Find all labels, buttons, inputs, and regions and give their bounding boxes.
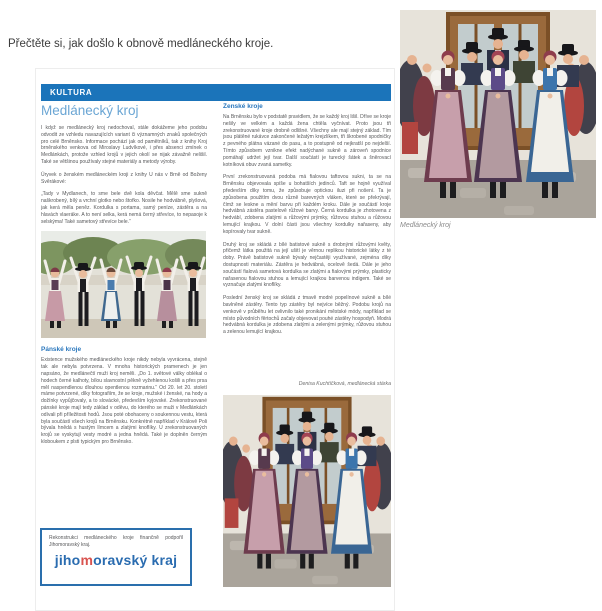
support-text: Rekonstrukci medláneckého kroje finančně podpořil Jihomoravský kraj. [49,535,183,548]
section-header-label: KULTURA [50,88,93,97]
paragraph: Poslední ženský kroj se skládá z tmavě modré popelínové sukně a bílé bavlněné zástěry. Tento typ zástěry byl nejvíce běžný. Podobu krojů na venkově v průběhu let ovlivnilo také pronikání městské módy, například se místo původních fěrtochů začaly objevovat pouhé zástěry hospodyň. Modrá hedvábná kordulka je zdobena zlatými a zelenými prýmky, růžovou stuhou a zelenou lemující krajkou. [223,295,391,336]
photo-group-waving [41,231,206,338]
document-page [35,68,395,611]
paragraph: Existence mužského medláneckého kroje nikdy nebyla vyvrácena, stejně tak ale nebyla potvrzena. V mnoha historických pramenech je jen napsáno, že medlánečtí muži kroj neměli. „Do 1. světové války oblékal o hodech černé kalhoty, bílou slavnostní pěkně vyžehlenou košili a přes prsa měl naspendlenou dlouhou opentlenou rozmarinu.“ Od 20. let 20. století máme potvrzené, díky fotografiím, že se kroje, mužské i ženské, na hody a dožínky vypůjčovaly, a to slovácké, především kyjovské. Zrekonstruované pánské kroje mají tedy základ v oděvu, do kterého se muži v Medlánkách odívali při příležitosti hodů. Jsou poté obohaceny o soukennou vestu, která byla součástí všech krojů na Brněnsku. Konkrétně například v Králově Poli bývala hnědá s hustým límcem a zlatými knoflíky. U zrekonstruovaných krojů se vyskytují vesty modré a jedna hnědá. Také je doplněn černým kloboukem z plsti typickým pro Brněnsko. [41,357,207,445]
article-title: Medlánecký kroj [41,103,139,118]
logo-text-part: jiho [54,551,81,568]
funding-support-box [40,528,192,586]
logo-text-part: m [80,551,94,568]
jihomoravsky-kraj-logo [49,552,183,568]
intro-text: Přečtěte si, jak došlo k obnově medláneckého kroje. [8,38,274,50]
paragraph: I když se medlánecký kroj nedochoval, stále dokážeme jeho podobu odvodit ze vzhledu navazujících variant či významných znaků společných pro celé Brněnsko. Informace pochází jak od pamětníků, tak z knihy Kroj brněnského venkova od Miroslavy Ludvíkové, i přes absenci zmínek o Medlánkách, protože vzhled krojů v jejich okolí se nijak závažně nelišil. Také se většinou používaly stejné materiály a metody výroby. [41,125,207,165]
paragraph: Druhý kroj se skládá z bílé batistové sukně s drobnými růžovými květy, přičemž látka použitá na její ušití je věrnou replikou historické látky z té doby. Právě batistové sukně bývaly nejčastěji využívané, zejména díky dostupnosti materiálu. Zástěra je hedvábná, ocelově šedá. Dále je jeho součástí fialová sametová kordulka se zlatými a fialovými prýmky, plasticky nařasenou fialovou stuhou a lemující krajkou barvenou indigem. Také se vyznačuje zlatými knoflíky. [223,241,391,289]
photo-caption-medlanecky-kroj: Medlánecký kroj [400,222,451,229]
photo-group-costumes [223,395,391,587]
section-header-bar [41,84,391,101]
panske-kroje-heading: Pánské kroje [41,346,82,354]
zenske-kroje-heading: Ženské kroje [223,103,263,110]
photo-medlanecky-kroj [400,10,596,218]
quote-paragraph: „Tady v Mydlanech, to sme bele dvě kola děvčat. Mělě sme sukně naškrobený, bílý a vrchní glotko nebo štofko. Nosile he hodvábně, plyšová, jak kerá měla peněz. Kordulka s portama, samý peníze, zástěra a na hlavách vlaeráke. A to není selka, kerá nemá černý střevíce, to nepasoje k selskýma! Také sametový střevíce bele.“ [41,191,207,225]
paragraph: První zrekonstruovaná podoba má fialovou taftovou sukni, ta se na Brněnsku objevovala spíše u bohatších jedinců. Taft se hojně využíval především díky tomu, že způsobuje optickou iluzi při nošení. Ta je způsobena použitím dvou různě barevných vláken, které se překrývají, čímž se leskne a mění barvu při každém kroku. Dále je součástí kroje hedvábná zástěra pastelově růžové barvy. Černá kordulka je zhotovena z hedvábí, zdobena zlatými a růžovými prýmky, růžovou stuhou a růžovou lemující krajkou. V dolní části jsou všechny kordulky nařaseny, aby kopírovaly tvar sukně. [223,174,391,235]
paragraph: Na Brněnsku bylo v podstatě pravidlem, že se každý kroj lišil. Dříve se kroje nešily ve velkém a každá žena chtěla vyčnívat. Proto jsou tři zrekonstruované kroje drobně odlišné. Všechny ale mají stejný základ. Tím jsou plátěné rukávce zakončené ležatým krejzlíkem, tři škrobené spodničky z pevného plátna vázané do pasu, a to postupně od nejkratší po nejdelší. Tímto způsobem vznikne efekt nadýchané sukně a zároveň spodnice pomáhají udržet její tvar. Další součástí je turecký šátek a šněrovací kotníková obuv zvaná sametky. [223,114,391,168]
paragraph: Úryvek o ženském medláneckém kroji z knihy U nás v Brně od Boženy Svěrákové: [41,171,207,185]
photo-caption-stárka: Denisa Kuchtíčková, medlánecká stárka [298,381,391,387]
logo-text-part: oravský kraj [93,551,178,568]
